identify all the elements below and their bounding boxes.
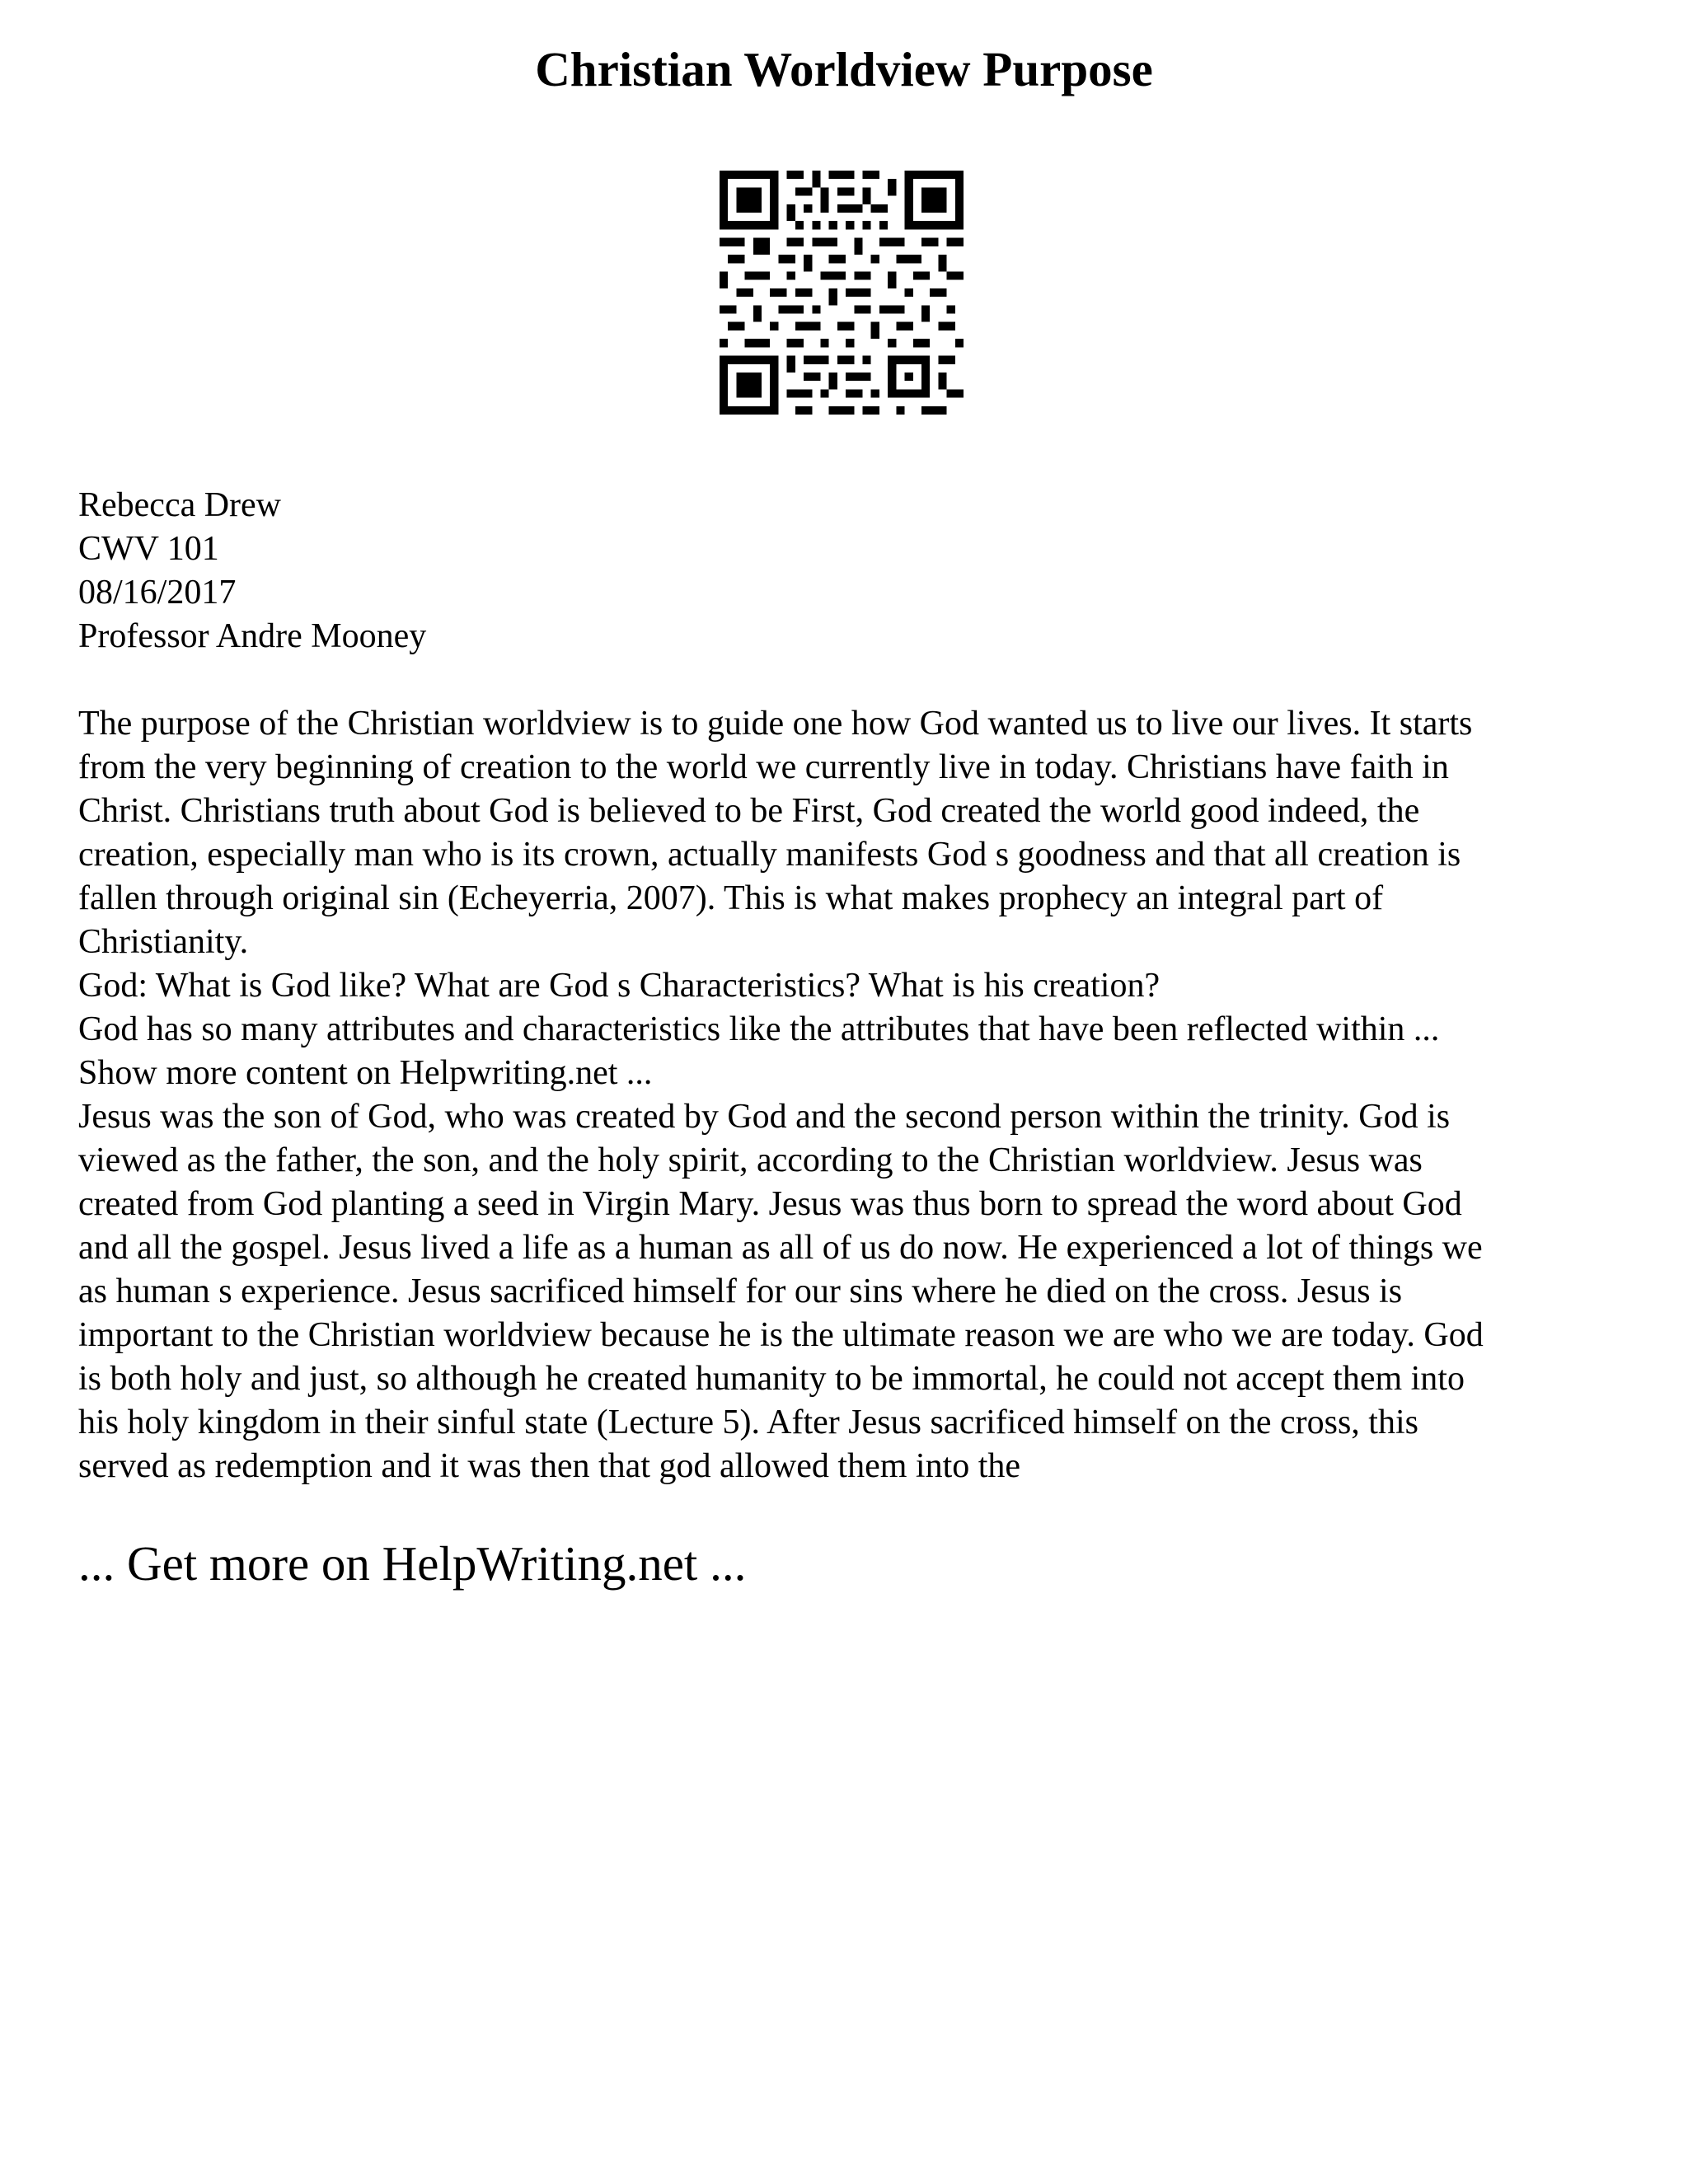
body-line: The purpose of the Christian worldview is to guide one how God wanted us to live our lives. It starts: [78, 705, 1473, 743]
body-line: is both holy and just, so although he created humanity to be immortal, he could not accept them into: [78, 1360, 1465, 1398]
get-more-link[interactable]: ... Get more on HelpWriting.net ...: [78, 1536, 747, 1591]
body-line: as human s experience. Jesus sacrificed himself for our sins where he died on the cross. Jesus is: [78, 1272, 1403, 1310]
body-line: fallen through original sin (Echeyerria, 2007). This is what makes prophecy an integral part of: [78, 879, 1384, 917]
body-line: God: What is God like? What are God s Characteristics? What is his creation?: [78, 967, 1160, 1005]
body-line: Jesus was the son of God, who was created by God and the second person within the trinity. God is: [78, 1098, 1451, 1136]
page-title: Christian Worldview Purpose: [535, 42, 1153, 96]
body-line: and all the gospel. Jesus lived a life as a human as all of us do now. He experienced a lot of things we: [78, 1229, 1483, 1267]
submission-date: 08/16/2017: [78, 574, 237, 612]
body-line: his holy kingdom in their sinful state (Lecture 5). After Jesus sacrificed himself on the cross, this: [78, 1404, 1418, 1441]
body-line: created from God planting a seed in Virgin Mary. Jesus was thus born to spread the word about God: [78, 1185, 1462, 1223]
show-more-link[interactable]: Show more content on Helpwriting.net ...: [78, 1054, 653, 1092]
course-code: CWV 101: [78, 530, 219, 568]
author-info: [78, 484, 1611, 658]
body-line: viewed as the father, the son, and the holy spirit, according to the Christian worldview. Jesus was: [78, 1141, 1423, 1179]
author-name: Rebecca Drew: [78, 486, 282, 524]
professor-name: Professor Andre Mooney: [78, 617, 427, 655]
body-line: Christianity.: [78, 923, 249, 961]
essay-body: [78, 702, 1611, 1488]
body-line: Christ. Christians truth about God is believed to be First, God created the world good indeed, the: [78, 792, 1420, 830]
body-line: served as redemption and it was then that god allowed them into the: [78, 1447, 1021, 1485]
body-line: important to the Christian worldview because he is the ultimate reason we are who we are today. God: [78, 1316, 1484, 1354]
body-line: from the very beginning of creation to the world we currently live in today. Christians have faith in: [78, 748, 1449, 786]
qr-code-icon: [720, 171, 964, 415]
body-line: creation, especially man who is its crown, actually manifests God s goodness and that all creation is: [78, 836, 1461, 874]
body-line: God has so many attributes and characteristics like the attributes that have been reflected within ...: [78, 1010, 1440, 1048]
